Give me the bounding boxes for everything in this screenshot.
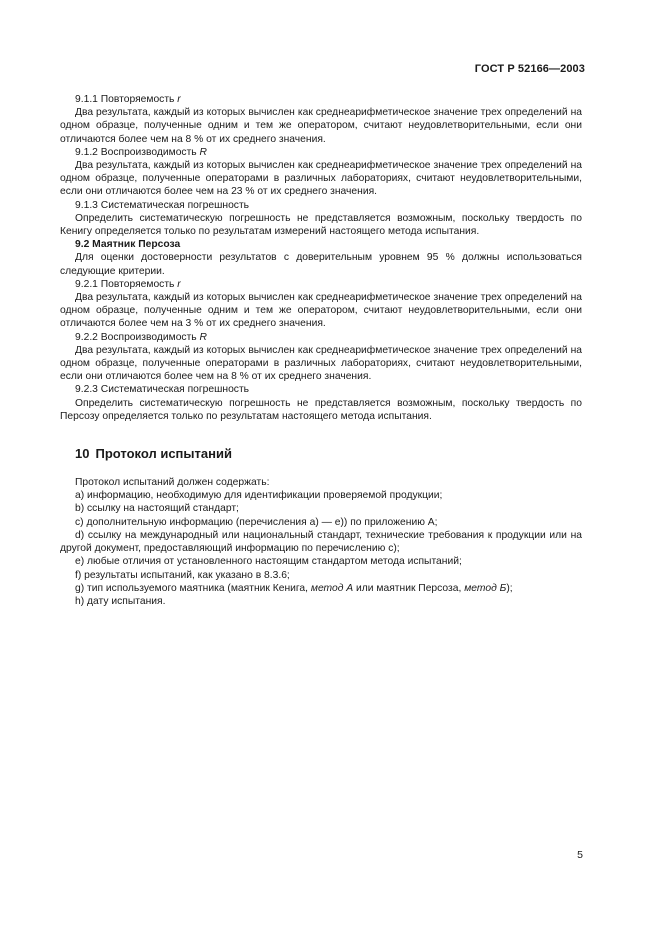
clause-9-1-1-text: Два результата, каждый из которых вычислен как среднеарифметическое значение трех определений на одном образце, полученные одним и тем же оператором, считают неудовлетворительными, если они отличаются более чем на 8 % от их среднего значения.	[60, 107, 582, 145]
document-body	[60, 93, 582, 608]
list-item-b: b) ссылку на настоящий стандарт;	[75, 503, 239, 515]
clause-title: 9.1.2 Воспроизводимость	[75, 146, 200, 158]
clause-title: 9.2.2 Воспроизводимость	[75, 331, 200, 343]
clause-9-1-3-heading: 9.1.3 Систематическая погрешность	[75, 199, 250, 211]
method-b: метод Б	[464, 582, 507, 594]
list-item-g	[60, 582, 582, 595]
clause-symbol: r	[177, 278, 181, 290]
list-item-d: d) ссылку на международный или национальный стандарт, технические требования к продукции или на другой документ, предоставляющий информацию по перечислению c);	[60, 529, 582, 555]
clause-title: 9.1.1 Повторяемость	[75, 94, 178, 105]
clause-title: 9.2.1 Повторяемость	[75, 278, 178, 290]
clause-9-2-2-heading	[60, 331, 582, 344]
method-a: метод А	[310, 582, 354, 594]
clause-9-1-2-text: Два результата, каждый из которых вычислен как среднеарифметическое значение трех определений на одном образце, полученные операторами в различных лабораториях, считают неудовлетворительными, если они отличаются более чем на 23 % от их среднего значения.	[60, 160, 582, 198]
clause-symbol: r	[177, 94, 181, 105]
list-item-e: e) любые отличия от установленного настоящим стандартом метода испытаний;	[75, 556, 462, 568]
item-text: );	[506, 582, 513, 594]
clause-9-2-heading: 9.2 Маятник Персоза	[75, 239, 181, 251]
clause-symbol: R	[199, 146, 207, 158]
list-item-c: c) дополнительную информацию (перечисления a) — e)) по приложению А;	[75, 516, 438, 528]
clause-9-2-3-heading: 9.2.3 Систематическая погрешность	[75, 384, 250, 396]
protocol-intro: Протокол испытаний должен содержать:	[75, 477, 270, 489]
list-item-a: a) информацию, необходимую для идентификации проверяемой продукции;	[75, 490, 443, 502]
list-item-f: f) результаты испытаний, как указано в 8.3.6;	[75, 569, 290, 581]
clause-9-1-1-heading	[60, 93, 582, 106]
standard-header: ГОСТ Р 52166—2003	[474, 63, 585, 75]
clause-9-2-2-text: Два результата, каждый из которых вычислен как среднеарифметическое значение трех определений на одном образце, полученные операторами в различных лабораториях, считают неудовлетворительными, если они отличаются более чем на 8 % от их среднего значения.	[60, 344, 582, 383]
clause-9-2-1-heading	[60, 278, 582, 291]
item-text: или маятник Персоза,	[353, 582, 465, 594]
list-item-h: h) дату испытания.	[75, 595, 166, 607]
section-10-heading	[75, 446, 582, 462]
clause-9-1-3-text: Определить систематическую погрешность не представляется возможным, поскольку твердость по Кенигу определяется только по результатам измерений настоящего метода испытания.	[60, 212, 582, 238]
clause-symbol: R	[199, 331, 207, 343]
page-number: 5	[577, 849, 583, 861]
clause-9-2-text: Для оценки достоверности результатов с доверительным уровнем 95 % должны использоваться следующие критерии.	[60, 252, 582, 277]
clause-9-2-1-text: Два результата, каждый из которых вычислен как среднеарифметическое значение трех определений на одном образце, полученные одним и тем же оператором, считают неудовлетворительными, если они отличаются более чем на 3 % от их среднего значения.	[60, 292, 582, 330]
item-text: g) тип используемого маятника (маятник Кенига,	[75, 582, 311, 594]
clause-9-2-3-text: Определить систематическую погрешность не представляется возможным, поскольку твердость по Персозу определяется только по результатам настоящего метода испытания.	[60, 397, 582, 422]
section-number: 10	[75, 446, 90, 462]
section-title: Протокол испытаний	[95, 446, 232, 462]
clause-9-1-2-heading	[60, 146, 582, 159]
